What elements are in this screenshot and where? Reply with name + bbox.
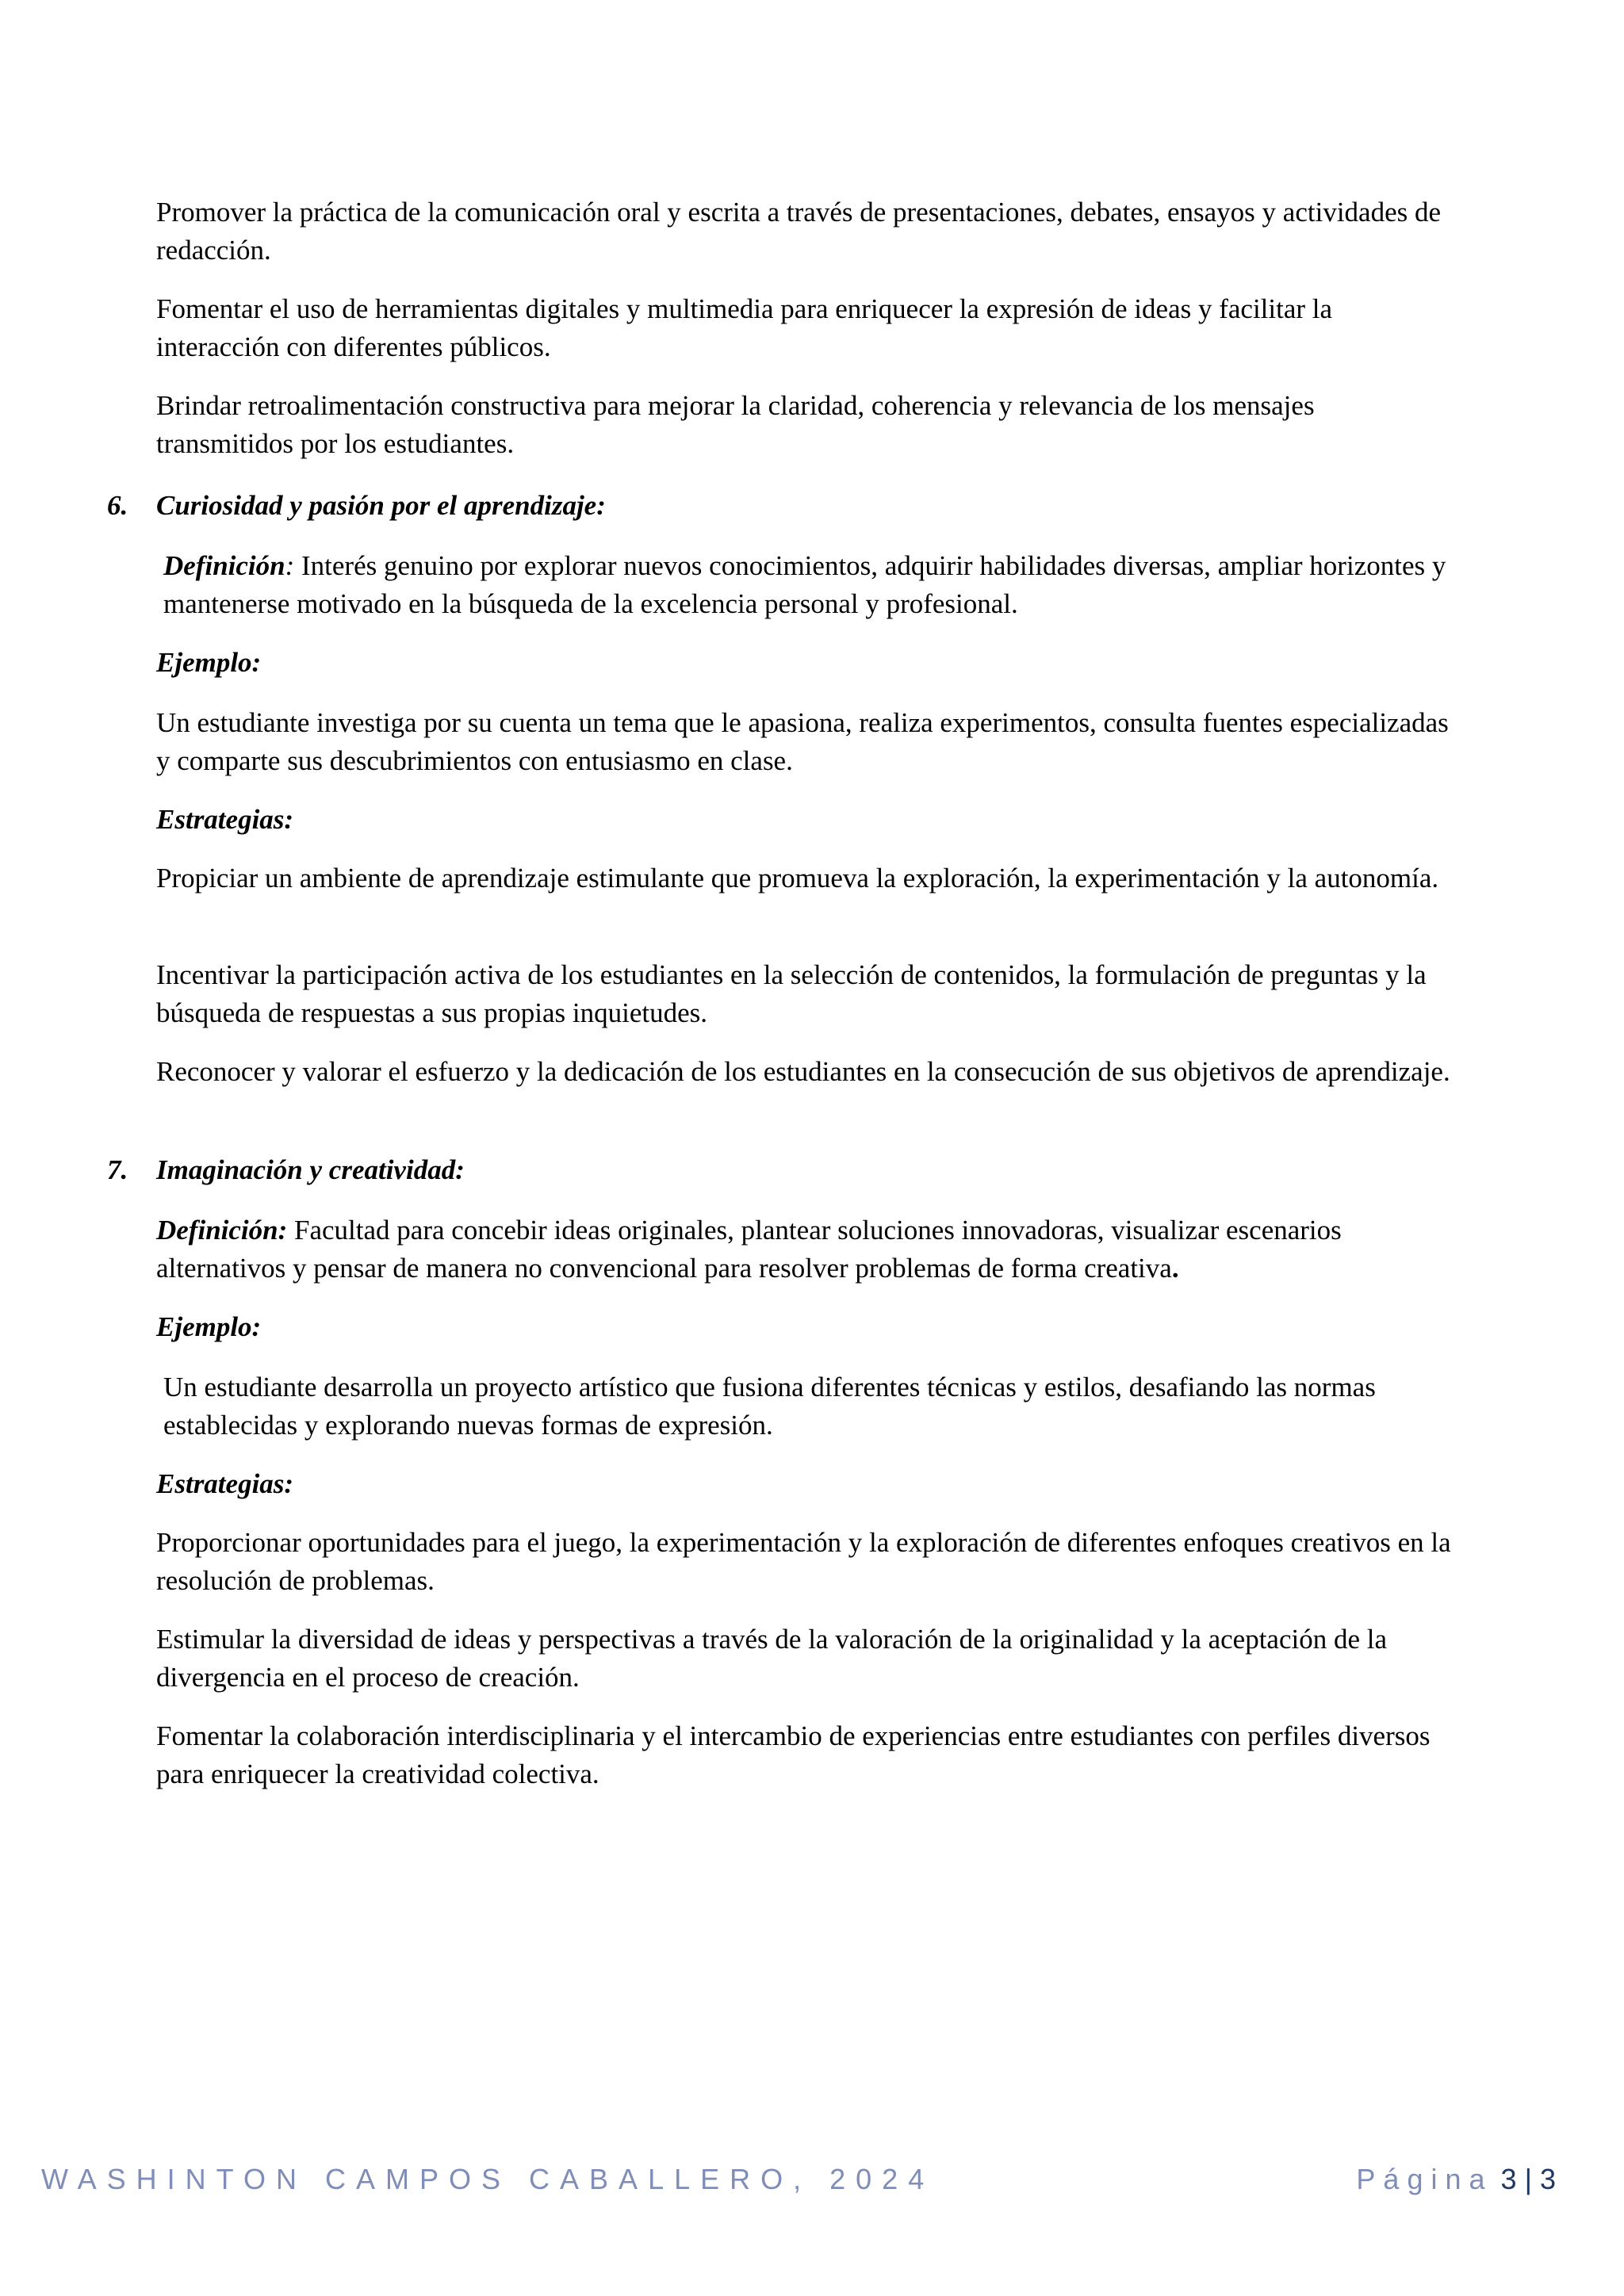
definition-label: Definición xyxy=(163,550,285,581)
definition-text: Interés genuino por explorar nuevos conocimientos, adquirir habilidades diversas, ampliar horizontes y mantenerse motivado en la búsqueda de la excelencia personal y profesional. xyxy=(163,550,1446,619)
paragraph-oral-written: Promover la práctica de la comunicación oral y escrita a través de presentaciones, debates, ensayos y actividades de redacción. xyxy=(156,197,1442,266)
page-separator: | xyxy=(1524,2163,1532,2195)
section-6-strategy-1: Propiciar un ambiente de aprendizaje estimulante que promueva la exploración, la experimentación y la autonomía. xyxy=(156,863,1439,894)
footer-page-number xyxy=(1356,2163,1556,2196)
total-pages: 3 xyxy=(1539,2163,1556,2195)
section-7-definition xyxy=(156,1211,1457,1288)
section-6-heading xyxy=(107,487,606,525)
section-6-strategy-2: Incentivar la participación activa de los estudiantes en la selección de contenidos, la formulación de preguntas y la búsqueda de respuestas a sus propias inquietudes. xyxy=(156,959,1427,1028)
section-7-heading xyxy=(107,1151,465,1189)
current-page: 3 xyxy=(1500,2163,1517,2195)
section-7-number: 7. xyxy=(107,1154,128,1185)
page-label: Página xyxy=(1356,2163,1493,2195)
section-6-example-text: Un estudiante investiga por su cuenta un tema que le apasiona, realiza experimentos, consulta fuentes especializadas y comparte sus descubrimientos con entusiasmo en clase. xyxy=(156,707,1449,776)
section-7-strategy-2: Estimular la diversidad de ideas y perspectivas a través de la valoración de la originalidad y la aceptación de la divergencia en el proceso de creación. xyxy=(156,1624,1388,1693)
definition-text: Facultad para concebir ideas originales, plantear soluciones innovadoras, visualizar escenarios alternativos y pensar de manera no convencional para resolver problemas de forma creativa xyxy=(156,1215,1342,1284)
section-7-example-label: Ejemplo: xyxy=(156,1311,262,1342)
paragraph-digital-tools: Fomentar el uso de herramientas digitales y multimedia para enriquecer la expresión de ideas y facilitar la interacción con diferentes públicos. xyxy=(156,293,1333,362)
section-6-strategies-label: Estrategias: xyxy=(156,804,294,835)
paragraph-feedback: Brindar retroalimentación constructiva para mejorar la claridad, coherencia y relevancia de los mensajes transmitidos por los estudiantes. xyxy=(156,390,1315,459)
section-6-number: 6. xyxy=(107,490,128,521)
section-6-title: Curiosidad y pasión por el aprendizaje: xyxy=(156,490,606,521)
section-6-example-label: Ejemplo: xyxy=(156,647,262,678)
section-7-strategies-label: Estrategias: xyxy=(156,1468,294,1499)
section-6-definition xyxy=(163,547,1457,623)
definition-colon: : xyxy=(285,550,295,581)
definition-end: . xyxy=(1171,1253,1179,1284)
section-7-example-text: Un estudiante desarrolla un proyecto artístico que fusiona diferentes técnicas y estilos, desafiando las normas establecidas y explorando nuevas formas de expresión. xyxy=(163,1372,1376,1441)
section-7-strategy-1: Proporcionar oportunidades para el juego, la experimentación y la exploración de diferentes enfoques creativos en la resolución de problemas. xyxy=(156,1527,1451,1596)
section-6-strategy-3: Reconocer y valorar el esfuerzo y la dedicación de los estudiantes en la consecución de sus objetivos de aprendizaje. xyxy=(156,1056,1450,1087)
section-7-title: Imaginación y creatividad: xyxy=(156,1154,465,1185)
footer-author: WASHINTON CAMPOS CABALLERO, 2024 xyxy=(41,2163,935,2195)
definition-label: Definición: xyxy=(156,1215,288,1246)
section-7-strategy-3: Fomentar la colaboración interdisciplinaria y el intercambio de experiencias entre estudiantes con perfiles diversos para enriquecer la creatividad colectiva. xyxy=(156,1720,1431,1789)
